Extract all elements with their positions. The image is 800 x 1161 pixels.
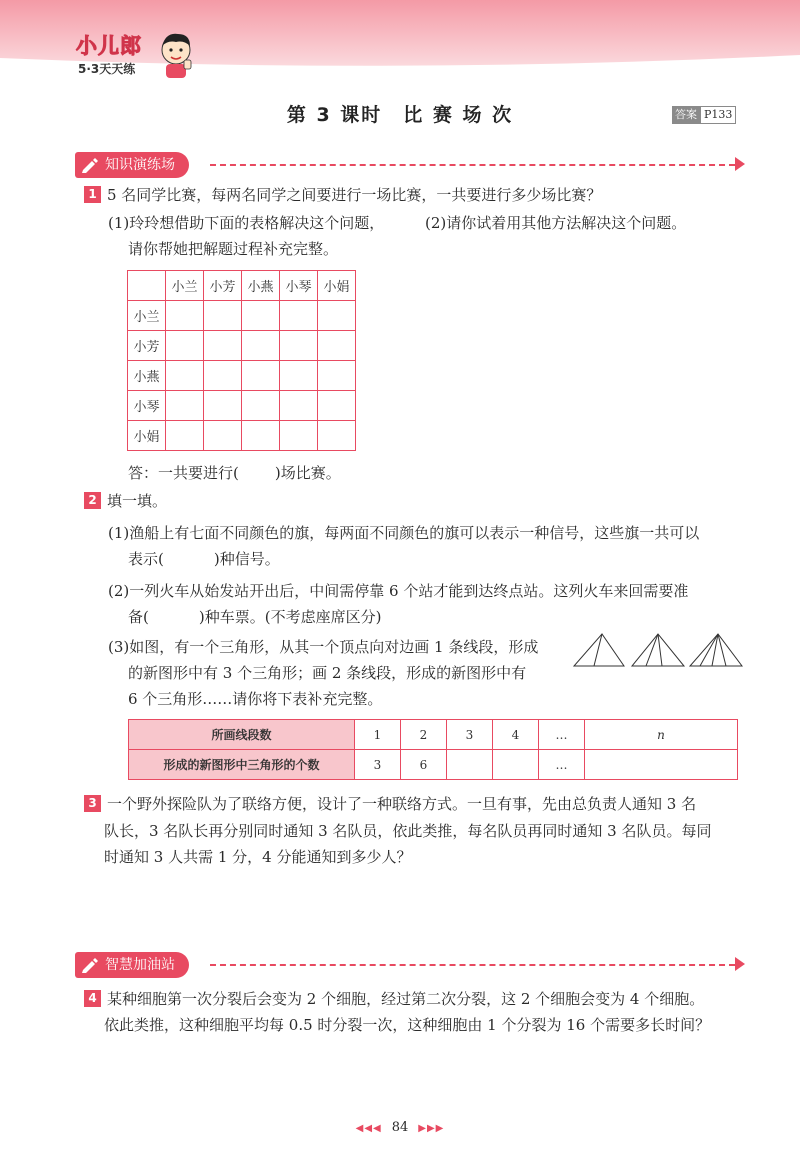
table-cell[interactable]	[318, 361, 356, 391]
logo-subtitle: 5·3天天练	[78, 62, 136, 76]
table-row	[128, 391, 356, 421]
arrow-right-icon	[735, 157, 745, 171]
table-cell: …	[539, 720, 585, 750]
q2-s2-line2	[128, 606, 381, 628]
table-row	[128, 361, 356, 391]
table-cell: 1	[355, 720, 401, 750]
q2-s3-line2: 的新图形中有 3 个三角形；画 2 条线段，形成的新图形中有	[128, 664, 527, 682]
table-header-cell: 小芳	[204, 271, 242, 301]
question-text: 5 名同学比赛，每两名同学之间要进行一场比赛，一共要进行多少场比赛？	[107, 186, 602, 204]
table-cell[interactable]	[242, 301, 280, 331]
q2-s2-line1: (2)一列火车从始发站开出后，中间需停靠 6 个站才能到达终点站。这列火车来回需要准	[108, 582, 689, 600]
table-cell[interactable]	[242, 331, 280, 361]
table-row	[128, 421, 356, 451]
table-cell[interactable]	[204, 331, 242, 361]
pencil-icon	[81, 957, 99, 973]
table-cell[interactable]	[204, 391, 242, 421]
table-cell[interactable]	[585, 750, 738, 780]
table-cell[interactable]	[318, 391, 356, 421]
table-header-cell: 小娟	[318, 271, 356, 301]
pencil-icon	[81, 157, 99, 173]
section-wisdom	[75, 952, 745, 978]
logo	[72, 26, 202, 86]
triangle-count-table	[128, 719, 738, 780]
table-cell[interactable]	[318, 421, 356, 451]
table-cell: 3	[447, 720, 493, 750]
arrow-right-icon: ▶▶▶	[418, 1123, 445, 1134]
q1-answer	[128, 462, 341, 484]
q1-sub2: (2)请你试着用其他方法解决这个问题。	[425, 214, 687, 232]
table-cell: …	[539, 750, 585, 780]
question-text: 某种细胞第一次分裂后会变为 2 个细胞，经过第二次分裂，这 2 个细胞会变为 4 个细胞。	[107, 990, 705, 1008]
q1-sub1-line2: 请你帮她把解题过程补充完整。	[128, 240, 339, 258]
question-2	[84, 490, 167, 512]
match-table	[127, 270, 356, 451]
q1-answer-prefix: 答：一共要进行(	[128, 464, 239, 482]
q1-answer-suffix: )场比赛。	[274, 464, 341, 482]
q4-line2: 依此类推，这种细胞平均每 0.5 时分裂一次，这种细胞由 1 个分裂为 16 个需要多长时间？	[104, 1016, 711, 1034]
question-number: 2	[84, 492, 101, 509]
mascot-boy-icon	[156, 28, 196, 80]
triangle-diagram	[572, 630, 744, 670]
q3-line3: 时通知 3 人共需 1 分，4 分能通知到多少人？	[104, 848, 412, 866]
answer-label: 答案	[672, 106, 700, 124]
table-cell[interactable]	[166, 361, 204, 391]
table-header-cell: 小琴	[280, 271, 318, 301]
table-cell[interactable]	[242, 361, 280, 391]
question-number: 1	[84, 186, 101, 203]
table-cell: 2	[401, 720, 447, 750]
table-header-cell: 小兰	[166, 271, 204, 301]
table-cell[interactable]	[318, 301, 356, 331]
question-text: 填一填。	[107, 492, 168, 510]
table-row-label: 小兰	[128, 301, 166, 331]
table-cell[interactable]	[166, 421, 204, 451]
table-cell[interactable]	[447, 750, 493, 780]
table-cell[interactable]	[318, 331, 356, 361]
question-text: 一个野外探险队为了联络方便，设计了一种联络方式。一旦有事，先由总负责人通知 3 名	[107, 795, 697, 813]
section-wisdom-tag	[75, 952, 189, 978]
arrow-right-icon	[735, 957, 745, 971]
logo-title: 小儿郎	[76, 34, 142, 58]
table-cell: 6	[401, 750, 447, 780]
q2-s3-line3: 6 个三角形……请你将下表补充完整。	[128, 690, 383, 708]
table-row	[128, 331, 356, 361]
table-row-label: 小燕	[128, 361, 166, 391]
question-1	[84, 184, 601, 206]
table-row-label: 所画线段数	[129, 720, 355, 750]
table-cell[interactable]	[204, 421, 242, 451]
table-cell[interactable]	[204, 301, 242, 331]
q2-s3-line1: (3)如图，有一个三角形，从其一个顶点向对边画 1 条线段，形成	[108, 638, 539, 656]
question-number: 4	[84, 990, 101, 1007]
q3-line2: 队长，3 名队长再分别同时通知 3 名队员，依此类推，每名队员再同时通知 3 名队员。每同	[104, 822, 712, 840]
q2-s1-suffix: )种信号。	[213, 550, 280, 568]
table-row-label: 小娟	[128, 421, 166, 451]
question-4	[84, 988, 704, 1010]
answer-reference[interactable]	[672, 106, 736, 124]
q2-s2-suffix: )种车票。(不考虑座席区分)	[198, 608, 382, 626]
q2-s1-line2	[128, 548, 280, 570]
table-row	[129, 750, 738, 780]
section-knowledge-label: 知识演练场	[105, 157, 175, 173]
table-row-label: 形成的新图形中三角形的个数	[129, 750, 355, 780]
table-cell[interactable]	[242, 421, 280, 451]
table-corner-cell	[128, 271, 166, 301]
table-cell[interactable]	[166, 331, 204, 361]
table-cell[interactable]	[280, 391, 318, 421]
table-header-cell: 小燕	[242, 271, 280, 301]
table-cell[interactable]	[280, 361, 318, 391]
table-cell[interactable]	[242, 391, 280, 421]
answer-page: P133	[700, 106, 736, 124]
arrow-left-icon: ◀◀◀	[355, 1123, 382, 1134]
table-row	[129, 720, 738, 750]
q2-s2-prefix: 备(	[128, 608, 149, 626]
table-row-label: 小琴	[128, 391, 166, 421]
question-number: 3	[84, 795, 101, 812]
section-wisdom-label: 智慧加油站	[105, 957, 175, 973]
q2-s1-line1: (1)渔船上有七面不同颜色的旗，每两面不同颜色的旗可以表示一种信号，这些旗一共可以	[108, 524, 700, 542]
table-cell[interactable]	[280, 331, 318, 361]
page-number	[0, 1120, 800, 1135]
table-row	[128, 271, 356, 301]
section-divider	[210, 964, 735, 966]
question-3	[84, 793, 696, 815]
q1-sub1-line1: (1)玲玲想借助下面的表格解决这个问题，	[108, 214, 385, 232]
section-divider	[210, 164, 735, 166]
table-cell: 4	[493, 720, 539, 750]
table-cell[interactable]	[204, 361, 242, 391]
table-cell[interactable]	[493, 750, 539, 780]
page-title: 第 3 课时 比 赛 场 次	[286, 104, 514, 126]
table-row-label: 小芳	[128, 331, 166, 361]
table-row	[128, 301, 356, 331]
table-cell[interactable]	[280, 421, 318, 451]
section-knowledge	[75, 152, 745, 178]
page-number-value: 84	[391, 1120, 409, 1135]
table-cell[interactable]	[166, 301, 204, 331]
table-cell: 3	[355, 750, 401, 780]
table-cell[interactable]	[166, 391, 204, 421]
table-cell[interactable]	[280, 301, 318, 331]
table-cell: n	[585, 720, 738, 750]
section-knowledge-tag	[75, 152, 189, 178]
q2-s1-prefix: 表示(	[128, 550, 164, 568]
